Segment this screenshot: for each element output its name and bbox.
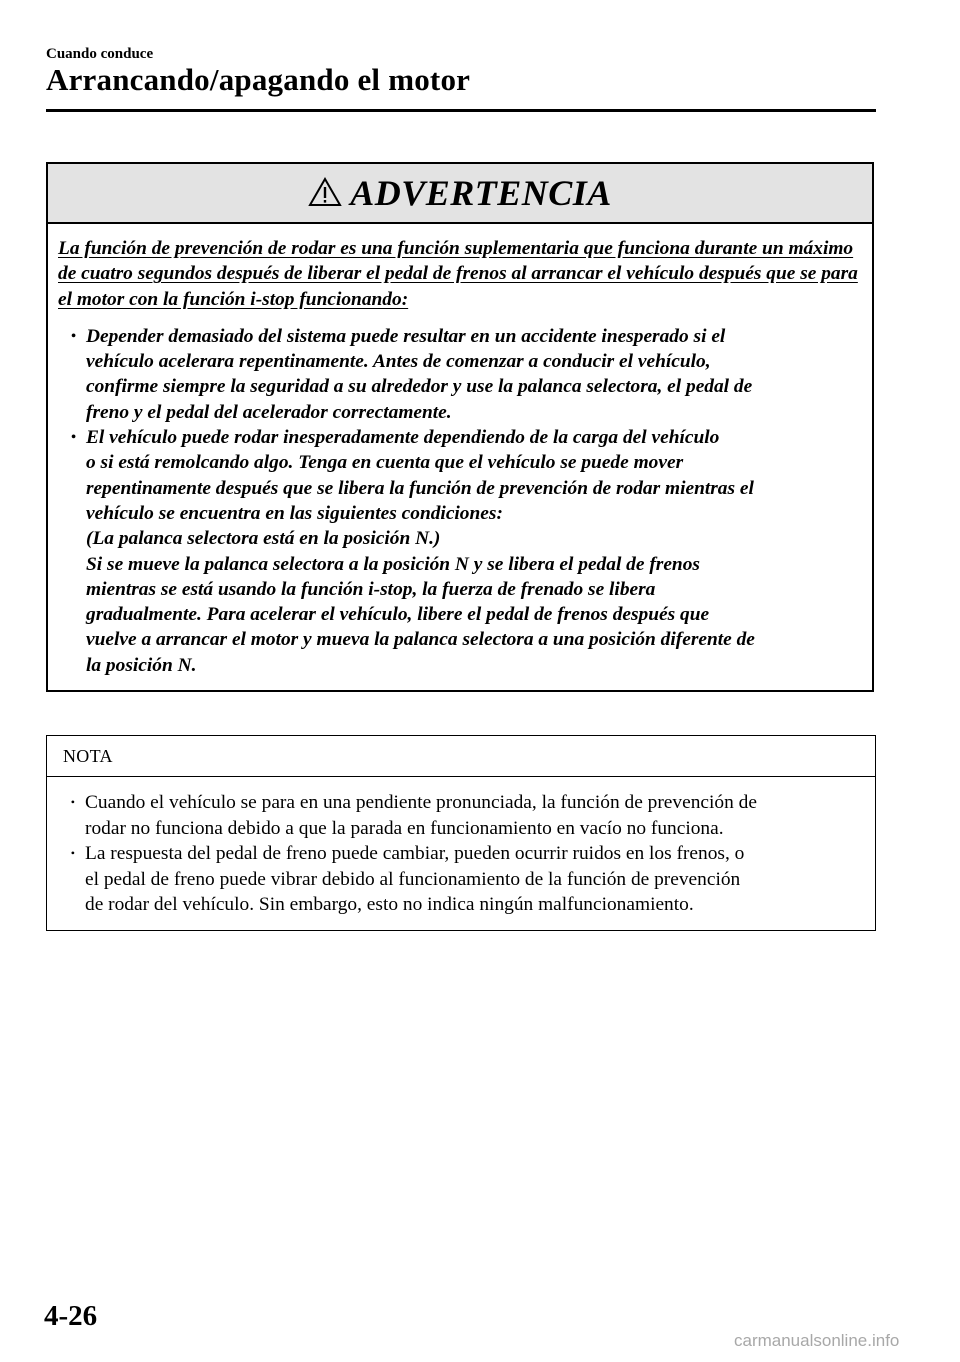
note-bullet-text: Cuando el vehículo se para en una pendiente pronunciada, la función de prevención de rodar no funciona debido a que la parada en funcionamiento en vacío no funciona. xyxy=(85,792,757,839)
warning-triangle-icon xyxy=(308,177,342,207)
warning-box xyxy=(46,162,874,692)
note-bullet xyxy=(57,790,869,841)
warning-title: ADVERTENCIA xyxy=(350,173,612,213)
bullet-dot: • xyxy=(71,430,76,446)
note-body xyxy=(47,777,875,918)
warning-bullet-text: El vehículo puede rodar inesperadamente dependiendo de la carga del vehículo o si está remolcando algo. Tenga en cuenta que el vehículo se puede mover repentinamente después que se libera la función de prevención de rodar mientras el vehículo se encuentra en las siguientes condiciones: (La palanca selectora está en la posición N.) Si se mueve la palanca selectora a la posición N y se libera el pedal de frenos mientras se está usando la función i-stop, la fuerza de frenado se libera gradualmente. Para acelerar el vehículo, libere el pedal de frenos después que vuelve a arrancar el motor y mueva la palanca selectora a una posición diferente de la posición N. xyxy=(86,427,755,676)
page-number: 4-26 xyxy=(44,1300,98,1332)
bullet-dot: • xyxy=(70,846,75,860)
watermark: carmanualsonline.info xyxy=(734,1331,900,1350)
warning-bullet xyxy=(58,425,864,678)
warning-header xyxy=(48,164,872,224)
warning-bullet xyxy=(58,324,864,425)
warning-bullet-text: Depender demasiado del sistema puede resultar en un accidente inesperado si el vehículo acelerara repentinamente. Antes de comenzar a conducir el vehículo, confirme siempre la seguridad a su alrededor y use la palanca selectora, el pedal de freno y el pedal del acelerador correctamente. xyxy=(86,325,753,423)
bullet-dot: • xyxy=(70,795,75,809)
section-label: Cuando conduce xyxy=(46,46,154,62)
note-header: NOTA xyxy=(47,736,875,777)
bullet-dot: • xyxy=(71,328,76,344)
note-bullet-text: La respuesta del pedal de freno puede cambiar, pueden ocurrir ruidos en los frenos, o el pedal de freno puede vibrar debido al funcionamiento de la función de prevención de rodar del vehículo. Sin embargo, esto no indica ningún malfuncionamiento. xyxy=(85,843,745,915)
note-bullet xyxy=(57,841,869,918)
note-box xyxy=(46,735,876,931)
title-rule xyxy=(46,109,876,112)
warning-intro: La función de prevención de rodar es una función suplementaria que funciona durante un máximo de cuatro segundos después de liberar el pedal de frenos al arrancar el vehículo después que se para el motor con la función i-stop funcionando: xyxy=(58,238,858,310)
warning-body xyxy=(48,224,872,678)
page-title: Arrancando/apagando el motor xyxy=(46,62,471,97)
